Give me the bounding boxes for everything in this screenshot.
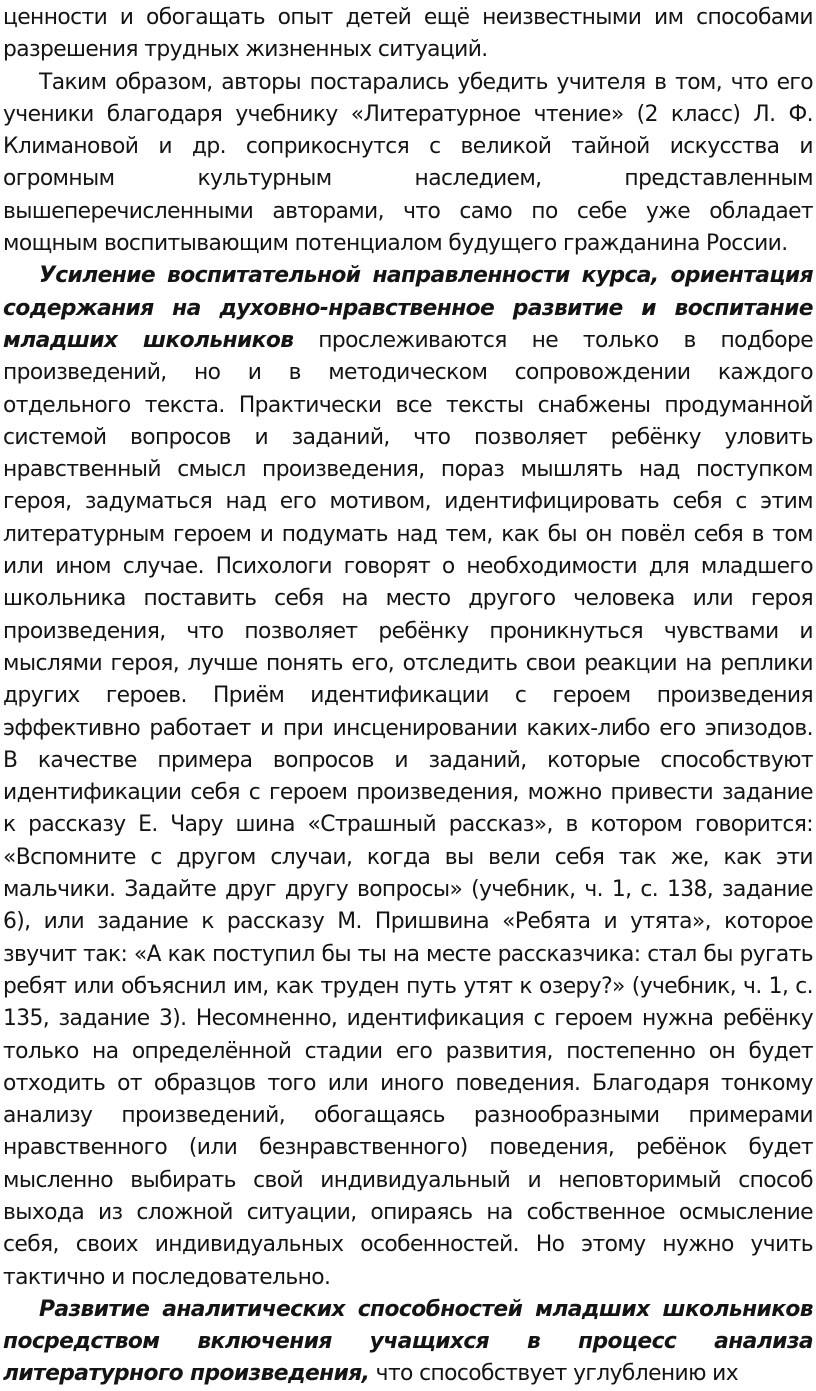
paragraph-text: Таким образом, авторы постарались убедить учителя в том, что его ученики благодаря учебнику «Литературное чтение» (2 класс) Л. Ф. Климановой и др. соприкоснутся с великой тайной искусства и огромным культурным наследием, представленным вышеперечисленными авторами, что само по себе уже обладает мощным воспитывающим потенциалом будущего гражданина России. xyxy=(3,69,813,257)
paragraph-upbringing xyxy=(3,260,813,1294)
paragraph-emphasis: Усиление воспитательной направленности курса, ориентация содержания на духовно-нравственное развитие и воспитание младших школьников xyxy=(3,263,813,353)
paragraph-analytical xyxy=(3,1294,813,1391)
paragraph-emphasis: Развитие аналитических способностей младших школьников посредством включения учащихся в процесс анализа литературного произведения, xyxy=(3,1296,813,1387)
paragraph-text: что способствует углублению их xyxy=(369,1361,739,1387)
paragraph-text: прослеживаются не только в подборе произведений, но и в методическом сопровождении каждого отдельного текста. Практически все тексты снабжены продуманной системой вопросов и заданий, что позволяет ребёнку уловить нравственный смысл произведения, пораз мышлять над поступком героя, задуматься над его мотивом, идентифицировать себя с этим литературным героем и подумать над тем, как бы он повёл себя в том или ином случае. Психологи говорят о необходимости для младшего школьника поставить себя на место другого человека или героя произведения, что позволяет ребёнку проникнуться чувствами и мыслями героя, лучше понять его, отследить свои реакции на реплики других героев. Приём идентификации с героем произведения эффективно работает и при инсценировании каких-либо его эпизодов. В качестве примера вопросов и заданий, которые способствуют идентификации себя с героем произведения, можно привести задание к рассказу Е. Чару шина «Страшный рассказ», в котором говорится: «Вспомните с другом случаи, когда вы вели себя так же, как эти мальчики. Задайте друг другу вопросы» (учебник, ч. 1, с. 138, задание 6), или задание к рассказу М. Пришвина «Ребята и утята», которое звучит так: «А как поступил бы ты на месте рассказчика: стал бы ругать ребят или объяснил им, как труден путь утят к озеру?» (учебник, ч. 1, с. 135, задание 3). Несомненно, идентификация с героем нужна ребёнку только на определённой стадии его развития, постепенно он будет отходить от образцов того или иного поведения. Благодаря тонкому анализу произведений, обогащаясь разнообразными примерами нравственного (или безнравственного) поведения, ребёнок будет мысленно выбирать свой индивидуальный и неповторимый способ выхода из сложной ситуации, опираясь на собственное осмысление себя, своих индивидуальных особенностей. Но этому нужно учить тактично и последовательно. xyxy=(3,327,814,1290)
paragraph-continuation xyxy=(3,2,813,67)
paragraph-conclusion xyxy=(3,67,813,261)
paragraph-text: ценности и обогащать опыт детей ещё неизвестными им способами разрешения трудных жизненных ситуаций. xyxy=(3,5,813,63)
